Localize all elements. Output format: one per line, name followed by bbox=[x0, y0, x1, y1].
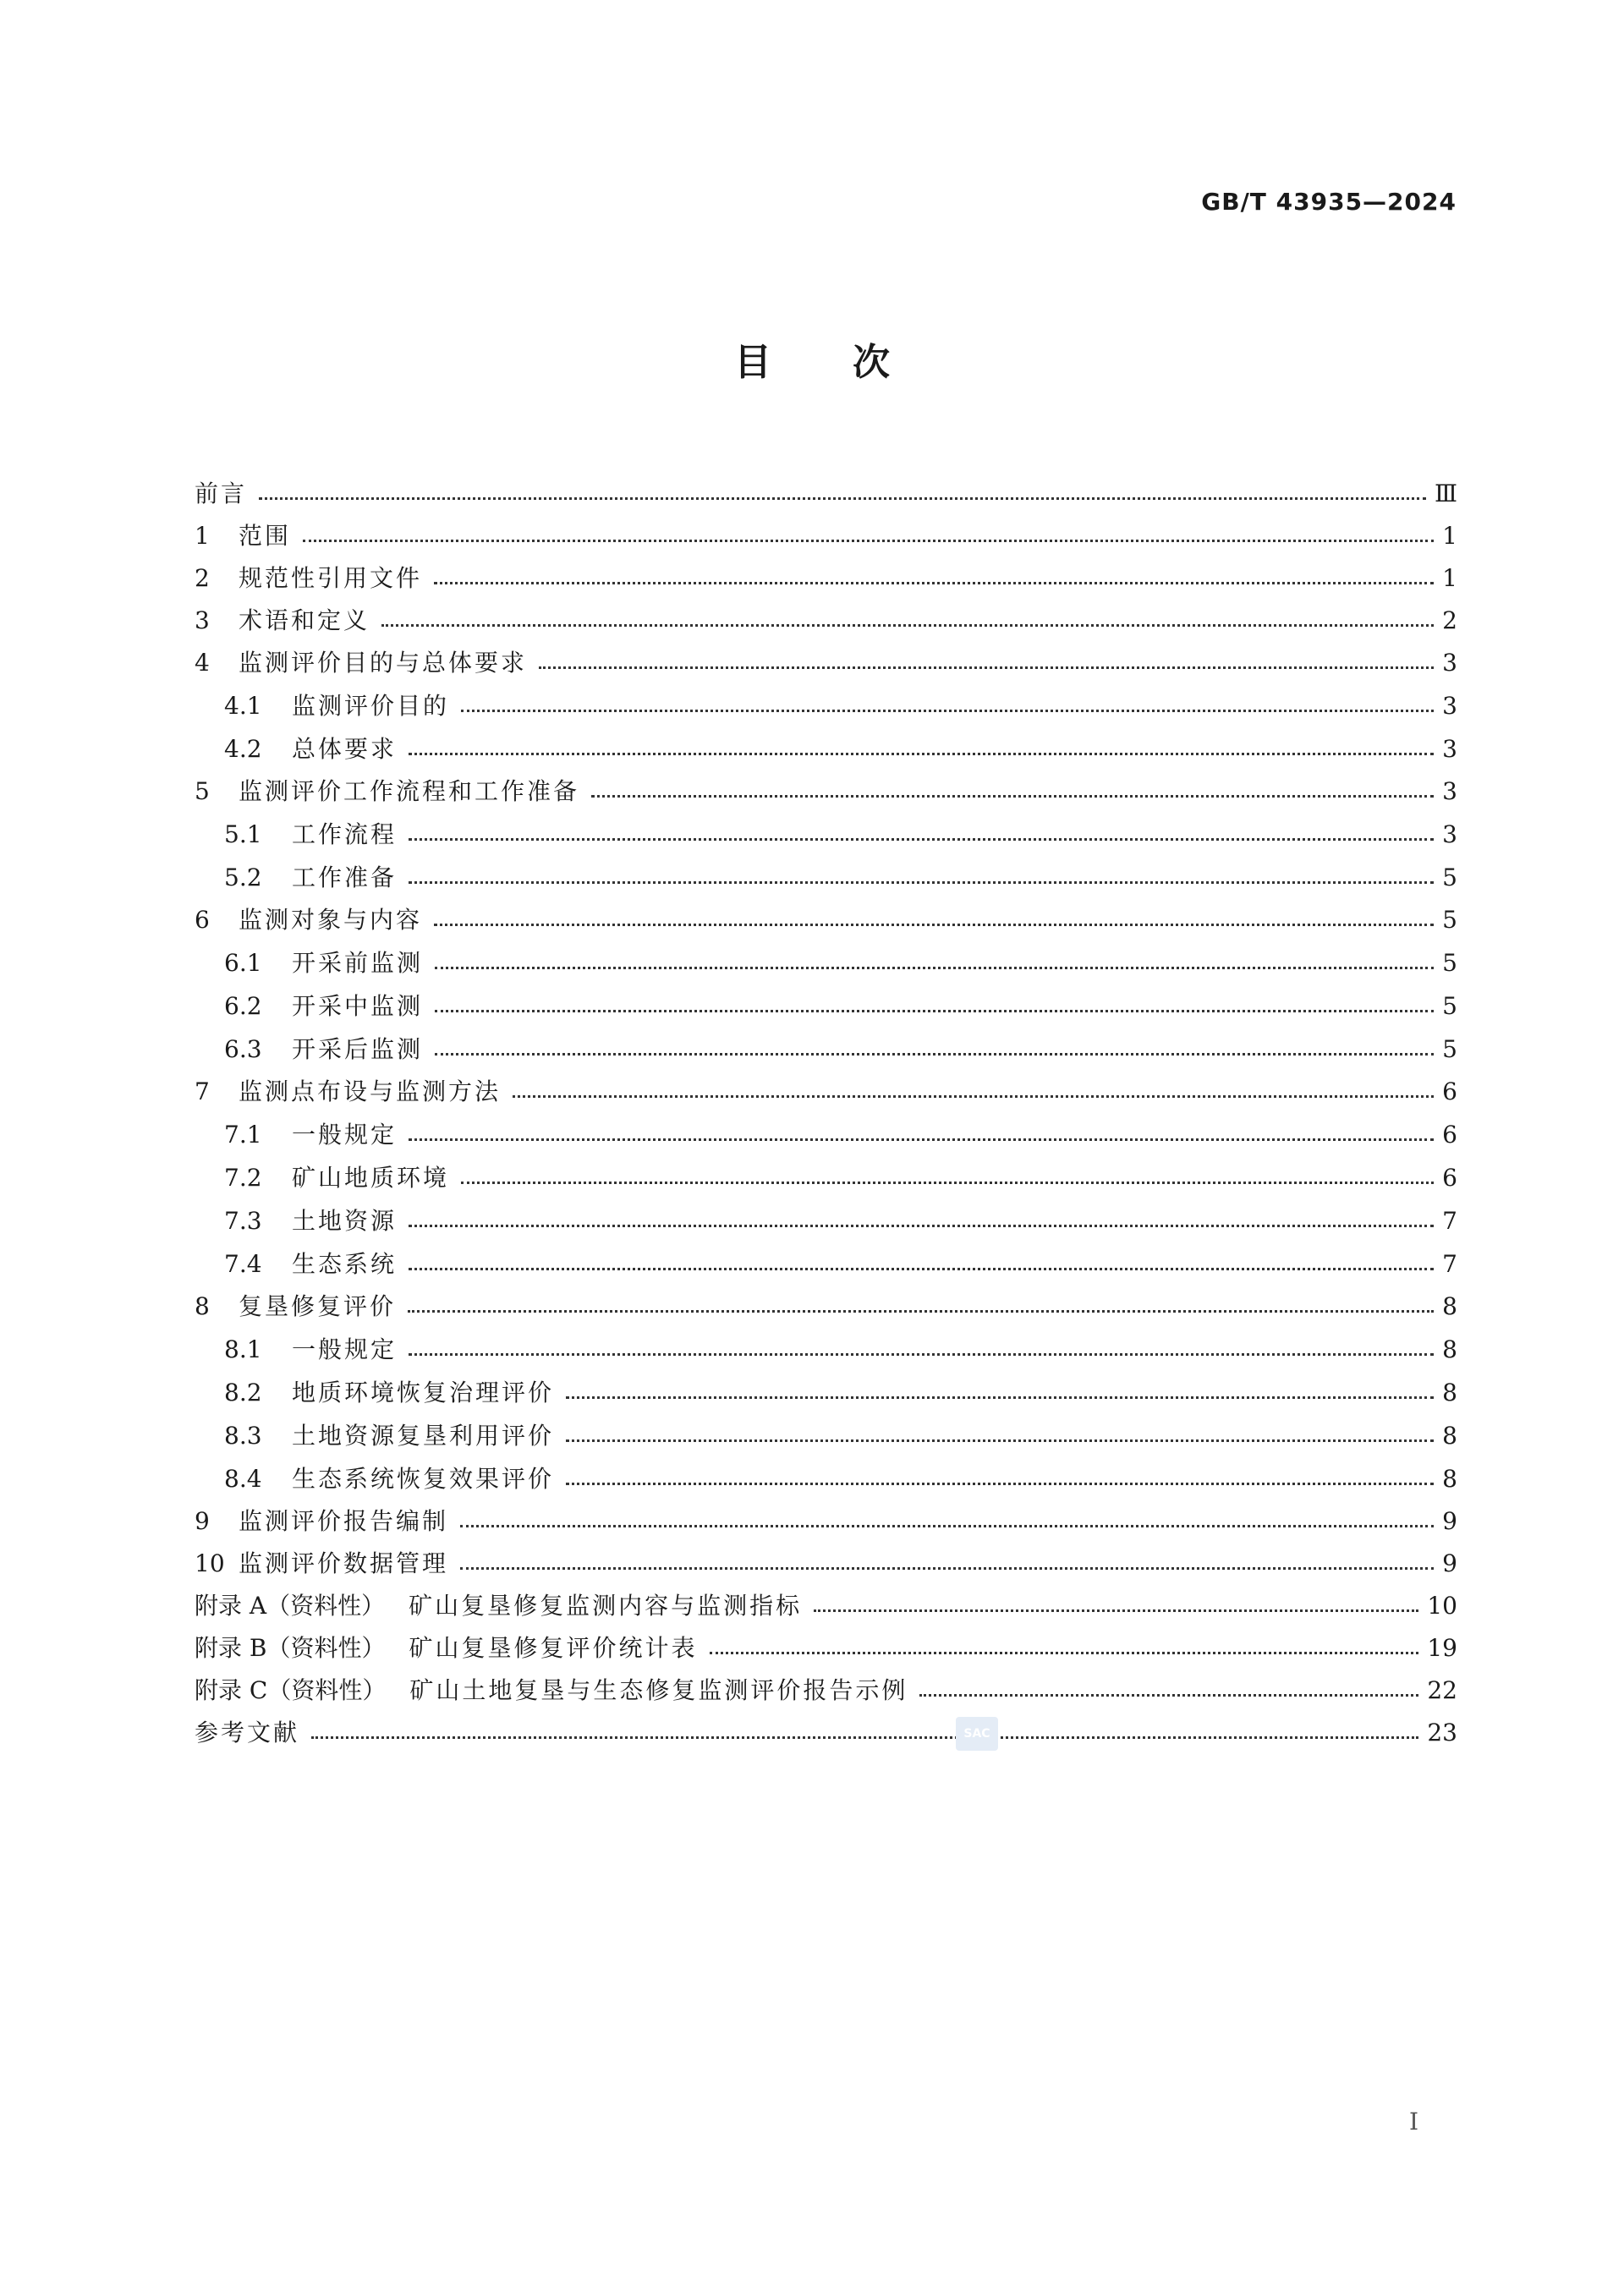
toc-entry-page: 8 bbox=[1442, 1335, 1457, 1363]
toc-entry[interactable] bbox=[195, 590, 1457, 633]
toc-entry-number: 8 bbox=[195, 1292, 210, 1320]
toc-entry[interactable] bbox=[195, 633, 1457, 675]
toc-entry[interactable] bbox=[195, 1703, 1457, 1745]
toc-entry-title: 工作准备 bbox=[292, 864, 398, 891]
toc-entry-number: 4.1 bbox=[224, 692, 262, 720]
toc-entry-title: 监测评价目的 bbox=[292, 692, 450, 720]
toc-entry-title: 一般规定 bbox=[292, 1121, 398, 1149]
toc-dot-leader bbox=[461, 710, 1434, 712]
toc-entry-number: 10 bbox=[195, 1549, 225, 1577]
toc-entry[interactable] bbox=[195, 890, 1457, 932]
toc-entry[interactable] bbox=[195, 463, 1457, 506]
toc-entry-title: 开采中监测 bbox=[292, 992, 424, 1020]
standard-code: GB/T 43935—2024 bbox=[1201, 188, 1457, 216]
toc-dot-leader bbox=[311, 1736, 1418, 1739]
toc-entry-page: 5 bbox=[1442, 992, 1457, 1020]
toc-entry-number: 7.2 bbox=[224, 1164, 262, 1192]
toc-entry-title: 开采前监测 bbox=[292, 949, 424, 977]
toc-entry[interactable] bbox=[195, 761, 1457, 803]
toc-entry-number: 4 bbox=[195, 649, 210, 677]
toc-entry[interactable] bbox=[195, 548, 1457, 590]
toc-entry-page: 19 bbox=[1427, 1634, 1457, 1662]
toc-dot-leader bbox=[408, 1310, 1434, 1313]
toc-entry-title: 土地资源复垦利用评价 bbox=[292, 1422, 555, 1450]
toc-dot-leader bbox=[710, 1652, 1419, 1654]
toc-entry-number: 6 bbox=[195, 906, 210, 934]
toc-dot-leader bbox=[434, 582, 1434, 584]
toc-dot-leader bbox=[409, 1138, 1434, 1141]
toc-entry-page: 3 bbox=[1442, 692, 1457, 720]
toc-dot-leader bbox=[591, 795, 1434, 798]
toc-entry-title: 矿山地质环境 bbox=[292, 1164, 450, 1192]
toc-dot-leader bbox=[381, 624, 1434, 627]
toc-entry-number: 3 bbox=[195, 606, 210, 634]
toc-entry[interactable] bbox=[195, 1104, 1457, 1147]
toc-dot-leader bbox=[460, 1525, 1434, 1527]
toc-entry-number: 8.4 bbox=[224, 1465, 262, 1493]
toc-entry-number: 4.2 bbox=[224, 735, 262, 763]
toc-dot-leader bbox=[409, 1268, 1434, 1270]
toc-entry-page: 8 bbox=[1442, 1379, 1457, 1406]
toc-dot-leader bbox=[409, 1225, 1434, 1227]
toc-entry[interactable] bbox=[195, 1576, 1457, 1618]
toc-dot-leader bbox=[460, 1567, 1434, 1570]
toc-entry-page: 10 bbox=[1427, 1592, 1457, 1620]
toc-dot-leader bbox=[513, 1095, 1434, 1098]
toc-entry-title: 生态系统恢复效果评价 bbox=[292, 1465, 555, 1493]
toc-entry-title: 监测评价工作流程和工作准备 bbox=[239, 777, 580, 805]
toc-entry-number: 8.1 bbox=[224, 1335, 262, 1363]
toc-entry-title: 生态系统 bbox=[292, 1250, 398, 1278]
toc-dot-leader bbox=[814, 1609, 1418, 1612]
toc-entry[interactable] bbox=[195, 1147, 1457, 1190]
toc-entry-title: 术语和定义 bbox=[239, 606, 370, 634]
table-of-contents bbox=[195, 463, 1457, 1745]
toc-dot-leader bbox=[566, 1439, 1434, 1442]
toc-entry-number: 5 bbox=[195, 777, 210, 805]
toc-entry[interactable] bbox=[195, 1362, 1457, 1405]
toc-dot-leader bbox=[435, 967, 1434, 969]
toc-entry-page: 1 bbox=[1442, 522, 1457, 550]
toc-dot-leader bbox=[435, 1010, 1434, 1012]
toc-entry-number: 1 bbox=[195, 522, 210, 550]
toc-entry-number: 8.2 bbox=[224, 1379, 262, 1406]
toc-dot-leader bbox=[409, 838, 1434, 841]
toc-entry-title: 监测评价报告编制 bbox=[239, 1507, 449, 1535]
page-number: I bbox=[1409, 2108, 1419, 2136]
toc-entry[interactable] bbox=[195, 975, 1457, 1018]
toc-entry-page: 5 bbox=[1442, 1035, 1457, 1063]
toc-dot-leader bbox=[303, 540, 1434, 542]
title-char-2: 次 bbox=[853, 341, 890, 384]
toc-entry[interactable] bbox=[195, 1448, 1457, 1491]
toc-entry[interactable] bbox=[195, 1276, 1457, 1319]
toc-entry-number: 7.1 bbox=[224, 1121, 262, 1149]
toc-entry-title: 开采后监测 bbox=[292, 1035, 424, 1063]
toc-entry-title: 总体要求 bbox=[292, 735, 398, 763]
toc-entry-title: 监测对象与内容 bbox=[239, 906, 423, 934]
toc-dot-leader bbox=[539, 666, 1434, 669]
toc-entry-number: 附录 A（资料性） bbox=[195, 1592, 386, 1620]
toc-entry-number: 7.3 bbox=[224, 1207, 262, 1235]
toc-entry-page: 2 bbox=[1442, 606, 1457, 634]
toc-entry-page: 3 bbox=[1442, 735, 1457, 763]
toc-entry[interactable] bbox=[195, 1491, 1457, 1533]
toc-dot-leader bbox=[409, 753, 1434, 755]
toc-entry-page: 22 bbox=[1427, 1676, 1457, 1704]
toc-dot-leader bbox=[409, 881, 1434, 884]
toc-entry[interactable] bbox=[195, 803, 1457, 847]
toc-entry-title: 复垦修复评价 bbox=[239, 1292, 397, 1320]
toc-entry-page: 6 bbox=[1442, 1077, 1457, 1105]
toc-entry-title: 监测点布设与监测方法 bbox=[239, 1077, 502, 1105]
sac-watermark-logo: SAC bbox=[956, 1717, 998, 1751]
toc-entry[interactable] bbox=[195, 1533, 1457, 1576]
toc-entry[interactable] bbox=[195, 506, 1457, 548]
toc-entry[interactable] bbox=[195, 1190, 1457, 1233]
toc-entry-page: 23 bbox=[1427, 1719, 1457, 1746]
toc-dot-leader bbox=[409, 1353, 1434, 1356]
toc-dot-leader bbox=[461, 1182, 1434, 1184]
toc-entry-title: 范围 bbox=[239, 522, 292, 550]
toc-entry-number: 2 bbox=[195, 564, 210, 592]
toc-entry-number: 6.1 bbox=[224, 949, 262, 977]
toc-entry-page: 5 bbox=[1442, 949, 1457, 977]
toc-dot-leader bbox=[435, 1053, 1434, 1056]
toc-entry[interactable] bbox=[195, 847, 1457, 890]
toc-entry[interactable] bbox=[195, 1319, 1457, 1362]
toc-dot-leader bbox=[566, 1396, 1434, 1399]
toc-entry-page: 5 bbox=[1442, 864, 1457, 891]
toc-entry-title: 前言 bbox=[195, 480, 248, 507]
toc-entry[interactable] bbox=[195, 1405, 1457, 1448]
toc-entry-number: 7 bbox=[195, 1077, 210, 1105]
toc-entry-title: 工作流程 bbox=[292, 820, 398, 848]
toc-entry-page: 9 bbox=[1442, 1549, 1457, 1577]
toc-entry-title: 地质环境恢复治理评价 bbox=[292, 1379, 555, 1406]
toc-entry-title: 参考文献 bbox=[195, 1719, 300, 1746]
toc-entry-page: 8 bbox=[1442, 1422, 1457, 1450]
toc-entry-number: 7.4 bbox=[224, 1250, 262, 1278]
toc-entry-number: 附录 C（资料性） bbox=[195, 1676, 387, 1704]
toc-entry-number: 5.1 bbox=[224, 820, 262, 848]
toc-entry-number: 6.3 bbox=[224, 1035, 262, 1063]
toc-entry-title: 土地资源 bbox=[292, 1207, 398, 1235]
toc-entry-page: 3 bbox=[1442, 777, 1457, 805]
toc-dot-leader bbox=[919, 1694, 1418, 1697]
toc-entry[interactable] bbox=[195, 1660, 1457, 1703]
toc-entry[interactable] bbox=[195, 718, 1457, 761]
toc-entry-page: 3 bbox=[1442, 649, 1457, 677]
toc-entry-number: 9 bbox=[195, 1507, 210, 1535]
toc-entry[interactable] bbox=[195, 932, 1457, 975]
toc-entry[interactable] bbox=[195, 1233, 1457, 1276]
toc-entry-title: 规范性引用文件 bbox=[239, 564, 423, 592]
toc-dot-leader bbox=[566, 1483, 1434, 1485]
toc-entry[interactable] bbox=[195, 675, 1457, 718]
toc-entry-page: 6 bbox=[1442, 1164, 1457, 1192]
toc-entry-page: 6 bbox=[1442, 1121, 1457, 1149]
toc-entry-page: 9 bbox=[1442, 1507, 1457, 1535]
toc-dot-leader bbox=[259, 497, 1426, 500]
toc-entry-number: 5.2 bbox=[224, 864, 262, 891]
toc-entry[interactable] bbox=[195, 1061, 1457, 1104]
toc-entry-number: 附录 B（资料性） bbox=[195, 1634, 386, 1662]
toc-entry-number: 6.2 bbox=[224, 992, 262, 1020]
toc-entry-title: 矿山土地复垦与生态修复监测评价报告示例 bbox=[409, 1676, 908, 1704]
toc-entry-page: 7 bbox=[1442, 1250, 1457, 1278]
toc-entry-number: 8.3 bbox=[224, 1422, 262, 1450]
page-title bbox=[0, 332, 1624, 386]
toc-entry-page: 7 bbox=[1442, 1207, 1457, 1235]
toc-entry-page: 8 bbox=[1442, 1465, 1457, 1493]
title-char-1: 目 bbox=[734, 341, 771, 384]
toc-entry[interactable] bbox=[195, 1018, 1457, 1061]
toc-entry-page: 3 bbox=[1442, 820, 1457, 848]
toc-entry-page: 1 bbox=[1442, 564, 1457, 592]
toc-entry[interactable] bbox=[195, 1618, 1457, 1660]
toc-entry-title: 监测评价数据管理 bbox=[239, 1549, 449, 1577]
toc-entry-title: 矿山复垦修复评价统计表 bbox=[409, 1634, 698, 1662]
toc-entry-page: 5 bbox=[1442, 906, 1457, 934]
toc-entry-title: 一般规定 bbox=[292, 1335, 398, 1363]
toc-entry-title: 监测评价目的与总体要求 bbox=[239, 649, 528, 677]
toc-entry-page: 8 bbox=[1442, 1292, 1457, 1320]
toc-entry-title: 矿山复垦修复监测内容与监测指标 bbox=[409, 1592, 803, 1620]
toc-entry-page: Ⅲ bbox=[1434, 480, 1457, 507]
toc-dot-leader bbox=[434, 924, 1434, 926]
